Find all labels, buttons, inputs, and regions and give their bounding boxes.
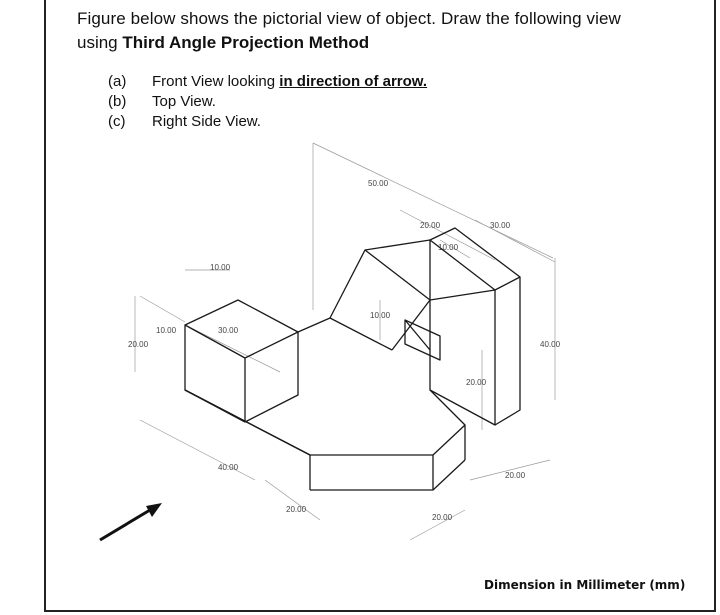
dim-label-30-left: 30.00: [218, 326, 239, 335]
dim-label-20-top: 20.00: [420, 221, 441, 230]
base-bottom: [310, 460, 465, 490]
task-c-label: (c): [108, 113, 126, 130]
direction-arrow-icon: [100, 503, 162, 540]
task-a-label: (a): [108, 73, 127, 90]
projection-method: Third Angle Projection Method: [122, 33, 370, 52]
floor-edge: [298, 318, 392, 350]
left-block-top: [185, 300, 298, 358]
base-mid-edge: [310, 455, 433, 490]
dim-label-10-mid: 10.00: [210, 263, 231, 272]
dim-label-40-right: 40.00: [540, 340, 561, 349]
dim-label-10-left: 10.00: [156, 326, 177, 335]
slope-lower: [392, 290, 495, 350]
upright-base: [430, 390, 465, 425]
dim-label-50: 50.00: [368, 179, 389, 188]
object-outline: [185, 228, 520, 490]
dim-label-40-left: 40.00: [218, 463, 239, 472]
task-b-label: (b): [108, 93, 127, 110]
dim-label-20-right: 20.00: [466, 378, 487, 387]
slope-ridge: [365, 250, 430, 300]
dim-label-10-hole: 10.00: [370, 311, 391, 320]
dim-label-20-left: 20.00: [128, 340, 149, 349]
question-line-2-prefix: using: [77, 33, 123, 52]
dim-line-10-left: [140, 296, 185, 322]
units-note: Dimension in Millimeter (mm): [484, 578, 686, 592]
dim-label-30-top: 30.00: [490, 221, 511, 230]
base-front-edge: [185, 390, 310, 490]
base-corner: [433, 425, 465, 460]
dim-label-10-top: 10.00: [438, 243, 459, 252]
base-left-edge: [185, 390, 310, 455]
upright-front: [430, 240, 495, 425]
upright-side: [495, 277, 520, 425]
dim-line-20-top: [400, 210, 495, 260]
task-b-text: Top View.: [152, 93, 216, 110]
question-line-1: Figure below shows the pictorial view of object. Draw the following view: [77, 9, 621, 28]
dimension-lines: [135, 143, 555, 540]
task-c-text: Right Side View.: [152, 113, 261, 130]
dim-line-50: [313, 143, 553, 258]
dim-label-20-front-left: 20.00: [286, 505, 307, 514]
task-a-text: Front View looking: [152, 73, 280, 90]
task-a-emphasis: in direction of arrow.: [279, 73, 428, 90]
dim-label-20-front: 20.00: [432, 513, 453, 522]
dim-label-20-right-base: 20.00: [505, 471, 526, 480]
dim-line-20-front-left: [265, 480, 320, 520]
